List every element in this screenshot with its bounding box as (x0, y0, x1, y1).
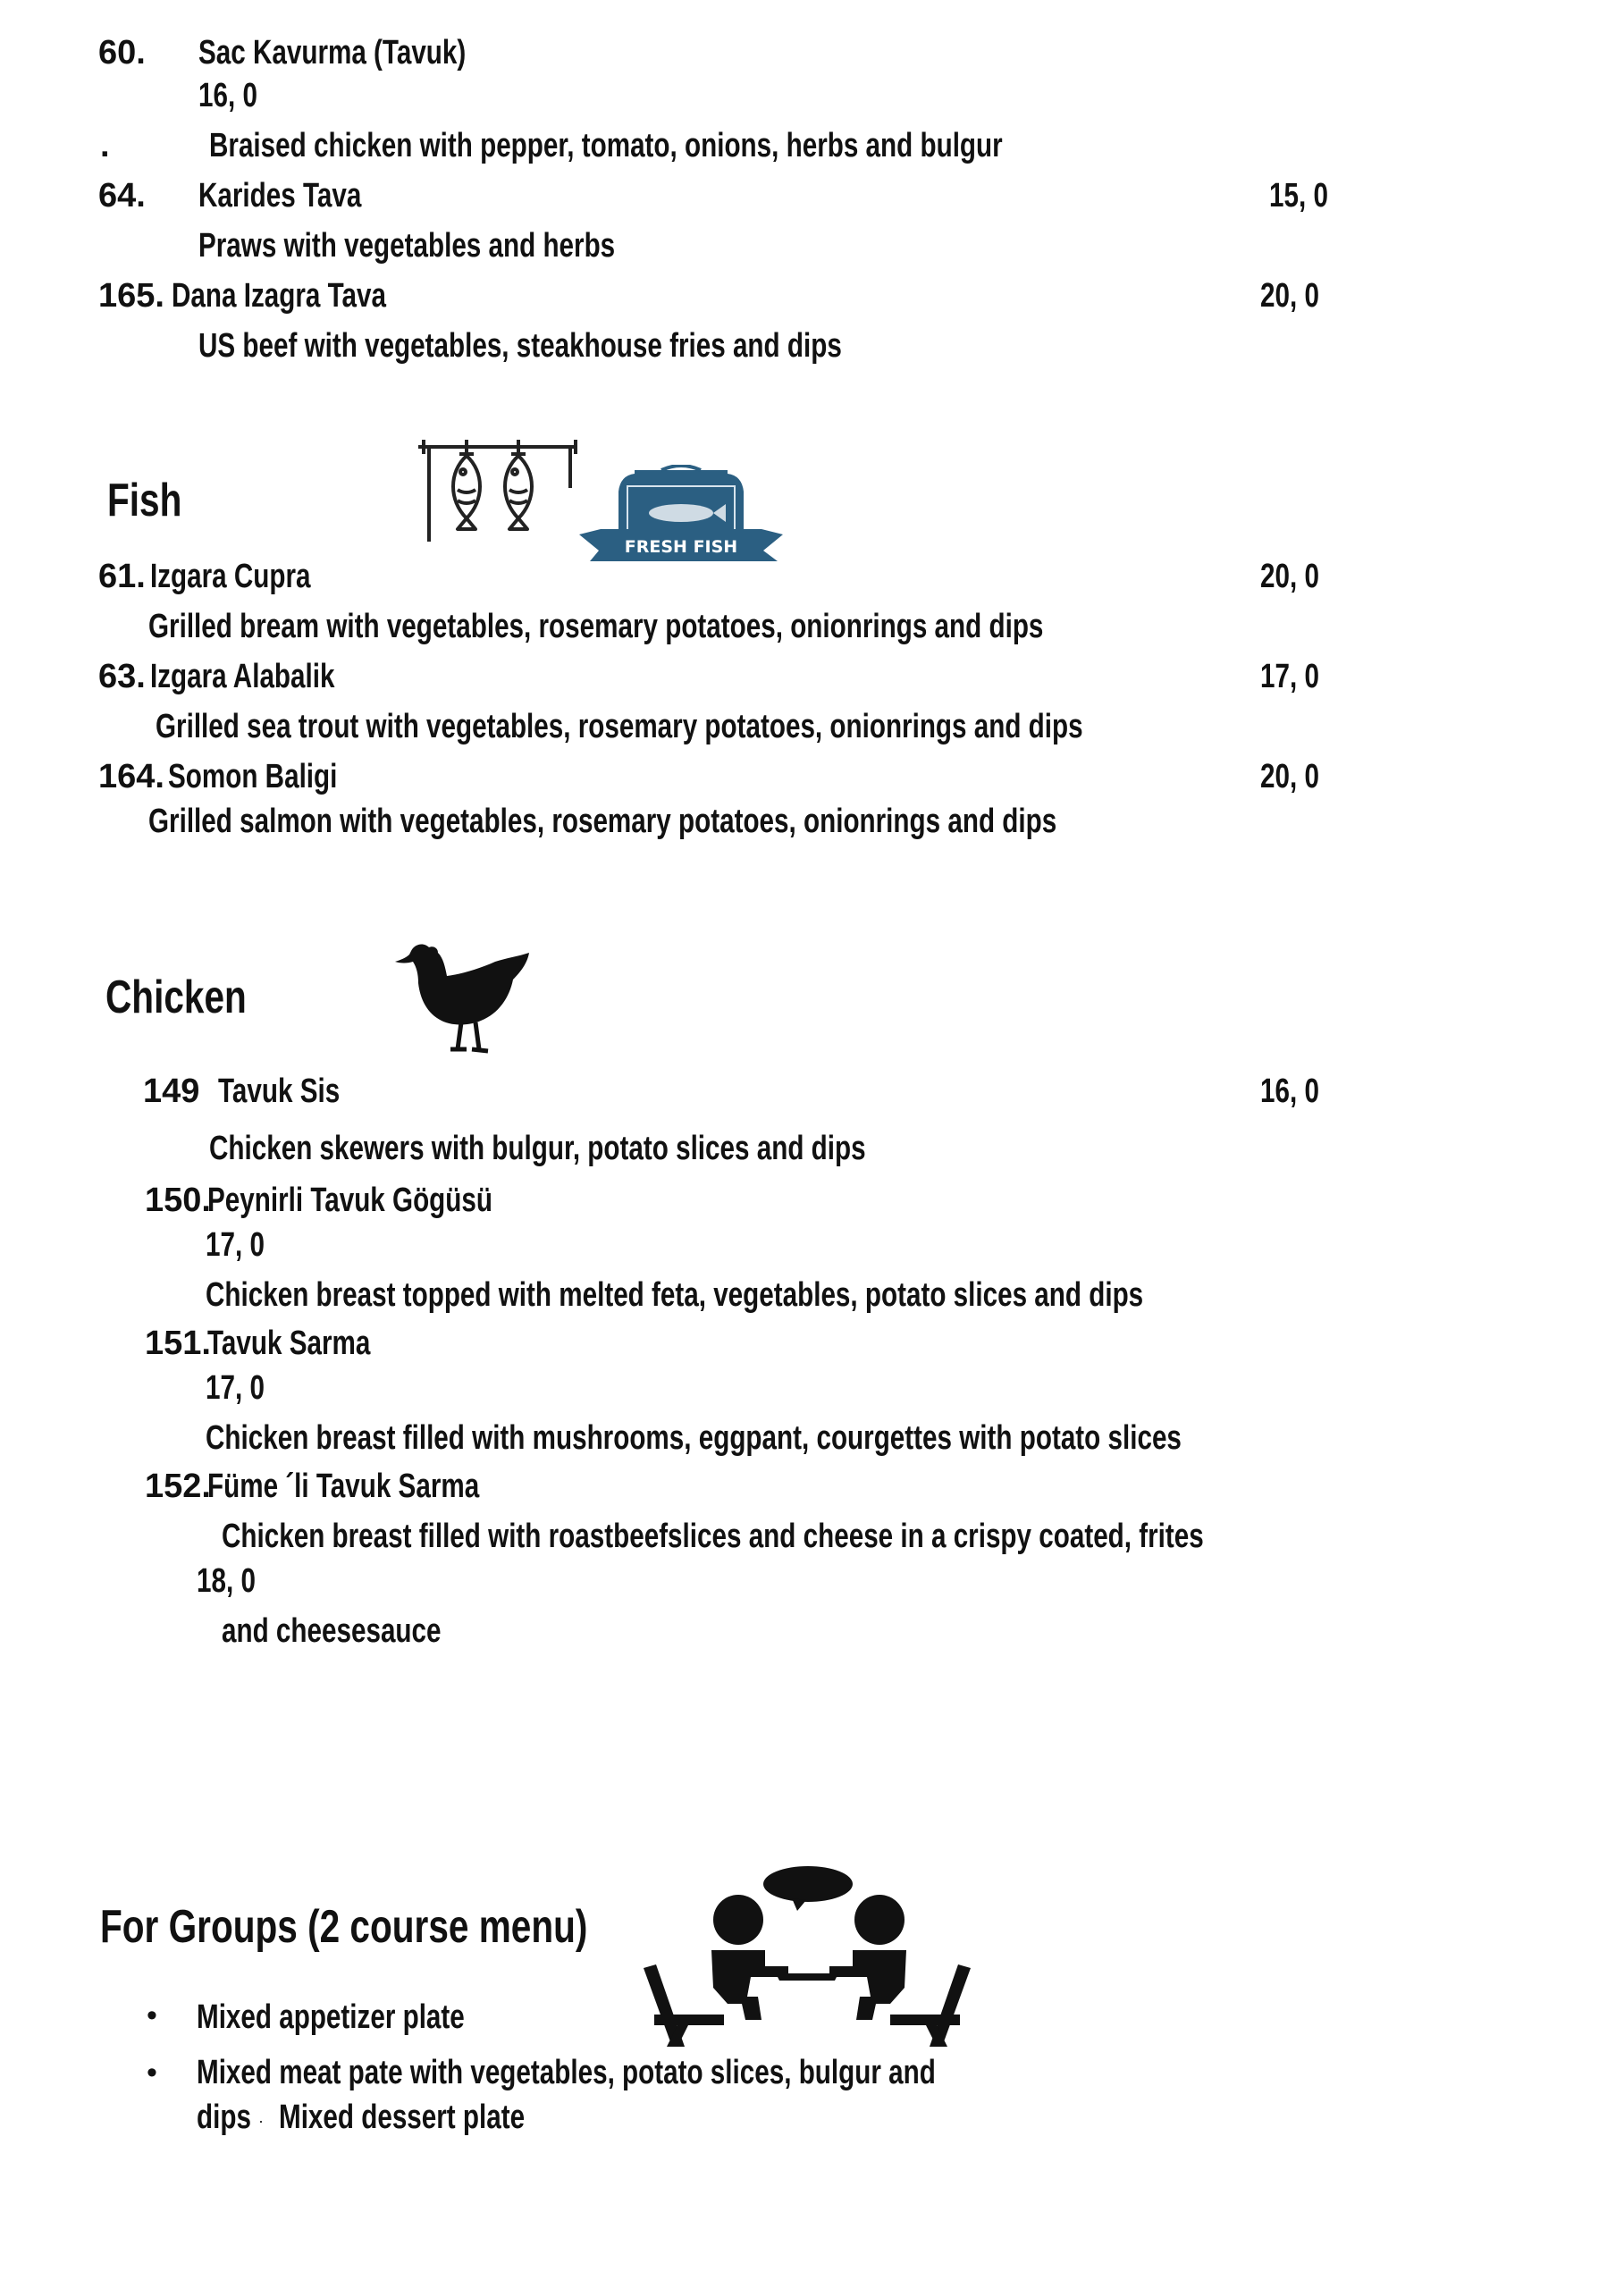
item-description-152-cont: and cheesesauce (222, 1612, 442, 1650)
inline-separator: · (258, 2112, 264, 2130)
item-price-64: 15, 0 (1269, 177, 1328, 214)
fresh-fish-badge-icon (574, 465, 788, 572)
item-price-60: 16, 0 (198, 77, 257, 114)
item-name-izgara-cupra: Izgara Cupra (150, 558, 311, 595)
item-price-149: 16, 0 (1260, 1072, 1319, 1110)
item-name-sac-kavurma: Sac Kavurma (Tavuk) (198, 34, 467, 72)
badge-text: FRESH FISH (624, 537, 738, 557)
item-name-tavuk-sarma: Tavuk Sarma (207, 1325, 371, 1362)
item-number-60: 60. (98, 34, 146, 72)
group-item-dessert: Mixed dessert plate (279, 2099, 526, 2136)
item-price-61: 20, 0 (1260, 558, 1319, 595)
bullet-marker: • (147, 2056, 157, 2090)
group-item-appetizer: Mixed appetizer plate (197, 1998, 465, 2036)
item-number-152: 152. (145, 1468, 211, 1505)
item-description-60: Braised chicken with pepper, tomato, onions, herbs and bulgur (209, 127, 1003, 164)
item-description-149: Chicken skewers with bulgur, potato slices and dips (209, 1130, 866, 1167)
group-item-meat-pate: Mixed meat pate with vegetables, potato slices, bulgur and (197, 2054, 936, 2091)
item-price-63: 17, 0 (1260, 658, 1319, 695)
item-name-fume-li-tavuk-sarma: Füme ´li Tavuk Sarma (207, 1468, 480, 1505)
item-number-164: 164. (98, 758, 164, 795)
people-dining-icon (642, 1863, 972, 2050)
item-description-165: US beef with vegetables, steakhouse fries and dips (198, 327, 842, 365)
item-price-150: 17, 0 (206, 1226, 265, 1264)
item-price-165: 20, 0 (1260, 277, 1319, 315)
item-name-dana-izagra-tava: Dana Izagra Tava (172, 277, 386, 315)
item-description-151: Chicken breast filled with mushrooms, eggpant, courgettes with potato slices (206, 1419, 1182, 1457)
item-description-61: Grilled bream with vegetables, rosemary potatoes, onionrings and dips (148, 608, 1044, 645)
item-description-150: Chicken breast topped with melted feta, vegetables, potato slices and dips (206, 1276, 1144, 1314)
line-marker: . (100, 127, 110, 164)
bullet-marker: • (147, 1998, 157, 2032)
item-number-151: 151. (145, 1325, 211, 1362)
item-description-152: Chicken breast filled with roastbeefslices and cheese in a crispy coated, frites (222, 1518, 1204, 1555)
item-price-164: 20, 0 (1260, 758, 1319, 795)
item-name-tavuk-sis: Tavuk Sis (218, 1072, 341, 1110)
item-number-63: 63. (98, 658, 146, 695)
item-name-peynirli-tavuk-gogusu: Peynirli Tavuk Gögüsü (207, 1182, 492, 1219)
item-price-151: 17, 0 (206, 1369, 265, 1407)
item-description-63: Grilled sea trout with vegetables, rosemary potatoes, onionrings and dips (156, 708, 1083, 745)
section-title-chicken: Chicken (105, 972, 247, 1023)
group-item-dips: dips (197, 2099, 251, 2136)
item-number-165: 165. (98, 277, 164, 315)
section-title-fish: Fish (107, 475, 182, 526)
item-number-61: 61. (98, 558, 146, 595)
chicken-silhouette-icon (393, 940, 545, 1065)
item-price-152: 18, 0 (197, 1562, 256, 1600)
hanging-fish-icon (413, 436, 583, 545)
item-description-64: Praws with vegetables and herbs (198, 227, 616, 265)
item-number-149: 149 (143, 1072, 200, 1110)
item-name-somon-baligi: Somon Baligi (168, 758, 338, 795)
item-name-izgara-alabalik: Izgara Alabalik (150, 658, 335, 695)
item-number-150: 150. (145, 1182, 211, 1219)
item-description-164: Grilled salmon with vegetables, rosemary potatoes, onionrings and dips (148, 803, 1057, 840)
item-name-karides-tava: Karides Tava (198, 177, 362, 214)
section-title-groups: For Groups (2 course menu) (100, 1901, 588, 1953)
item-number-64: 64. (98, 177, 146, 214)
